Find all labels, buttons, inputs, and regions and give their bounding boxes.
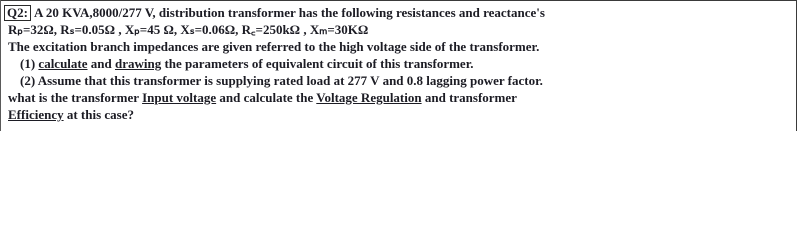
- drawing-underlined: drawing: [114, 56, 162, 71]
- calculate-underlined: calculate: [38, 56, 88, 71]
- question-line-7: [8, 106, 134, 123]
- question-label: Q2:: [4, 5, 31, 21]
- part-1-suffix: the parameters of equivalent circuit of this transformer.: [161, 56, 474, 71]
- part-2-text: (2) Assume that this transformer is supplying rated load at 277 V and 0.8 lagging power factor.: [20, 73, 543, 88]
- question-line-6: [8, 89, 517, 106]
- question-line-1: [4, 4, 545, 21]
- frame-left-border: [0, 0, 1, 131]
- part-1-mid: and: [87, 56, 115, 71]
- excitation-branch-text: The excitation branch impedances are given referred to the high voltage side of the transformer.: [8, 39, 540, 54]
- question-line-2: [8, 21, 368, 38]
- line-6-mid: and calculate the: [216, 90, 317, 105]
- question-intro-text: A 20 KVA,8000/277 V, distribution transformer has the following resistances and reactance's: [33, 5, 545, 20]
- line-6-suffix: and transformer: [421, 90, 517, 105]
- frame-top-border: [0, 0, 796, 1]
- frame-right-border: [796, 0, 797, 131]
- input-voltage-underlined: Input voltage: [142, 90, 217, 105]
- efficiency-underlined: Efficiency: [8, 107, 64, 122]
- question-line-5: [20, 72, 543, 89]
- voltage-regulation-underlined: Voltage Regulation: [316, 90, 422, 105]
- question-document: [4, 4, 794, 131]
- part-1-prefix: (1): [20, 56, 39, 71]
- line-7-suffix: at this case?: [63, 107, 135, 122]
- question-line-3: [8, 38, 539, 55]
- line-6-prefix: what is the transformer: [8, 90, 143, 105]
- question-line-4: [20, 55, 474, 72]
- parameter-values-text: Rₚ=32Ω, Rₛ=0.05Ω , Xₚ=45 Ω, Xₛ=0.06Ω, R꜀=250kΩ , Xₘ=30KΩ: [8, 22, 369, 37]
